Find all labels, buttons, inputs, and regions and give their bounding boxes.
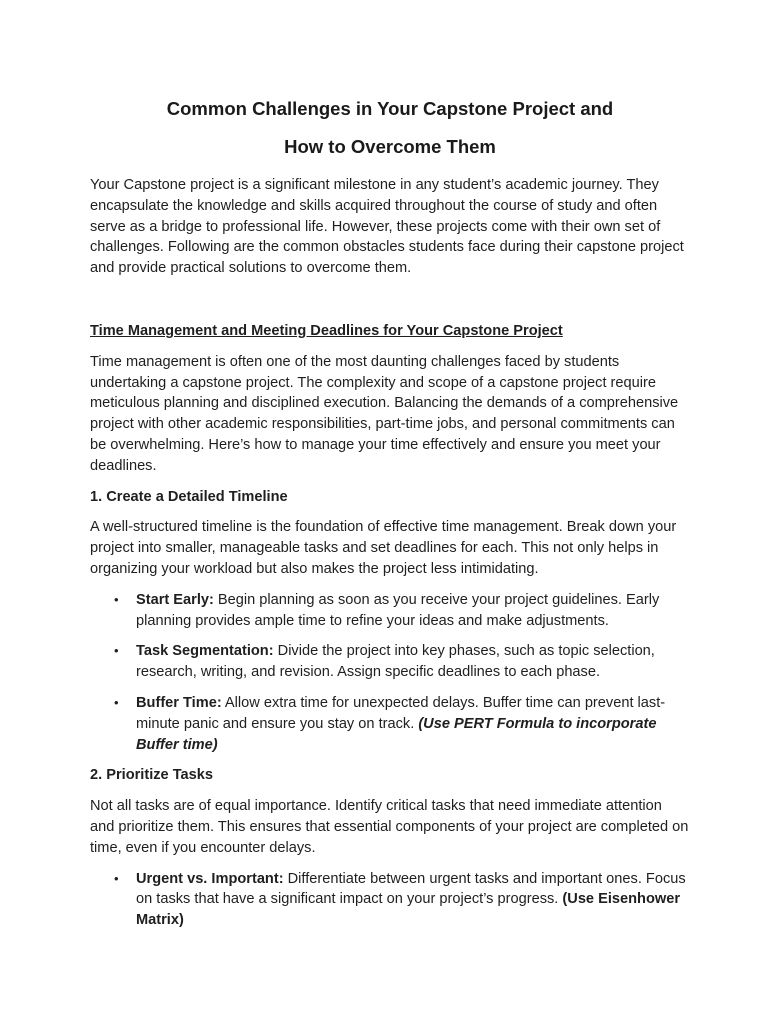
bullet-icon: • <box>114 591 119 607</box>
step-heading-prioritize: 2. Prioritize Tasks <box>90 767 214 784</box>
bullet-note: (Use Eisenhower Matrix) <box>136 891 681 929</box>
bullet-text: Divide the project into key phases, such as topic selection, research, writing, and revision. Assign specific deadlines to each phase. <box>136 643 655 681</box>
bullet-text: Begin planning as soon as you receive your project guidelines. Early planning provides ample time to refine your ideas and make adjustments. <box>136 591 660 629</box>
list-item <box>114 693 690 755</box>
bullet-text: Differentiate between urgent tasks and important ones. Focus on tasks that have a significant impact on your project’s progress. <box>136 870 686 908</box>
intro-paragraph: Your Capstone project is a significant milestone in any student’s academic journey. They encapsulate the knowledge and skills acquired throughout the course of study and often serve as a bridge to professional life. However, these projects come with their own set of challenges. Following are the common obstacles students face during their capstone project and provide practical solutions to overcome them. <box>90 177 684 277</box>
page-title <box>90 90 690 166</box>
bullet-text: Allow extra time for unexpected delays. Buffer time can prevent last-minute panic and ensure you stay on track. <box>136 694 666 732</box>
step-paragraph-prioritize: Not all tasks are of equal importance. Identify critical tasks that need immediate attention and prioritize them. This ensures that essential components of your project are completed on time, even if you encounter delays. <box>90 798 689 856</box>
prioritize-bullet-list <box>90 869 690 931</box>
title-line-2: How to Overcome Them <box>284 136 496 157</box>
bullet-icon: • <box>114 643 119 659</box>
bullet-label: Start Early: <box>136 591 214 608</box>
list-item <box>114 869 690 931</box>
bullet-label: Buffer Time: <box>136 694 222 711</box>
step-heading-timeline: 1. Create a Detailed Timeline <box>90 488 288 505</box>
list-item <box>114 641 690 683</box>
list-item <box>114 590 690 632</box>
section-paragraph-time-management: Time management is often one of the most daunting challenges faced by students undertaking a capstone project. The complexity and scope of a capstone project require meticulous planning and disciplined execution. Balancing the demands of a comprehensive project with other academic responsibilities, part-time jobs, and personal commitments can be overwhelming. Here’s how to manage your time effectively and ensure you meet your deadlines. <box>90 353 679 474</box>
timeline-bullet-list <box>90 590 690 756</box>
bullet-icon: • <box>114 870 119 886</box>
document-body <box>90 90 690 931</box>
section-heading-time-management: Time Management and Meeting Deadlines for Your Capstone Project <box>90 322 563 339</box>
bullet-icon: • <box>114 694 119 710</box>
bullet-label: Urgent vs. Important: <box>136 870 284 887</box>
bullet-label: Task Segmentation: <box>136 643 274 660</box>
step-paragraph-timeline: A well-structured timeline is the foundation of effective time management. Break down your project into smaller, manageable tasks and set deadlines for each. This not only helps in organizing your workload but also makes the project less intimidating. <box>90 519 677 577</box>
bullet-note: (Use PERT Formula to incorporate Buffer time) <box>136 715 657 753</box>
title-line-1: Common Challenges in Your Capstone Project and <box>166 98 614 119</box>
